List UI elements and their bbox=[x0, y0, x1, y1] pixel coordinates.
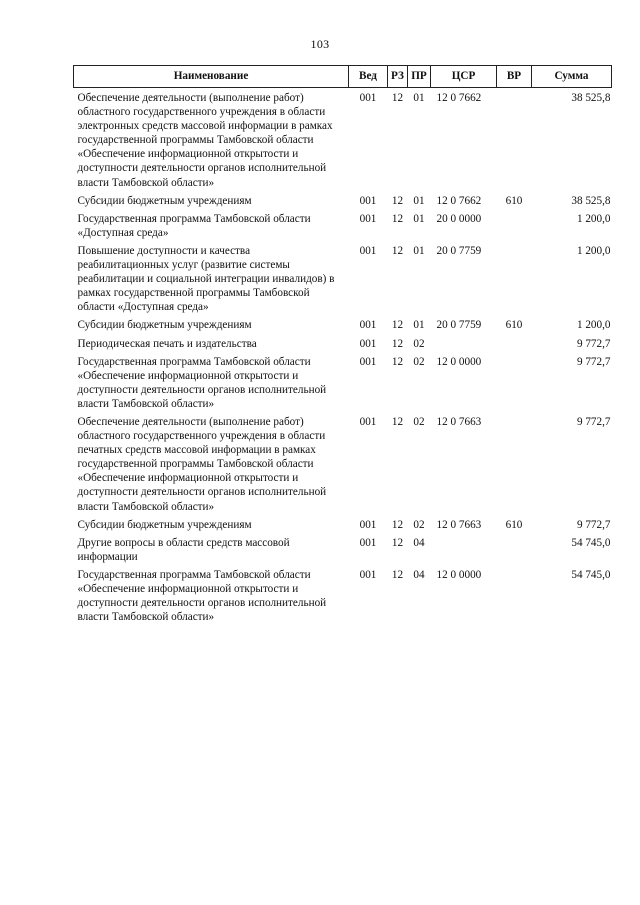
cell-vr bbox=[497, 335, 532, 353]
cell-ved: 001 bbox=[359, 355, 377, 368]
cell-rz: 12 bbox=[391, 212, 404, 225]
cell-vr bbox=[497, 534, 532, 566]
cell-sum: 54 745,0 bbox=[571, 568, 611, 581]
header-sum: Сумма bbox=[532, 66, 612, 88]
cell-name: Субсидии бюджетным учреждениям bbox=[77, 518, 252, 531]
cell-vr bbox=[497, 566, 532, 626]
table-row bbox=[74, 516, 612, 534]
table-row bbox=[74, 192, 612, 210]
cell-ved: 001 bbox=[359, 536, 377, 549]
cell-sum: 1 200,0 bbox=[576, 319, 611, 332]
cell-sum: 1 200,0 bbox=[576, 212, 611, 225]
cell-sum: 38 525,8 bbox=[571, 194, 611, 207]
cell-name: Государственная программа Тамбовской области «Доступная среда» bbox=[77, 212, 311, 239]
cell-pr: 02 bbox=[413, 415, 425, 428]
cell-csr: 20 0 7759 bbox=[436, 244, 482, 257]
cell-pr: 04 bbox=[413, 568, 425, 581]
cell-name: Государственная программа Тамбовской области «Обеспечение информационной открытости и доступности деятельности органов исполнительной власти Тамбовской области» bbox=[77, 568, 327, 624]
table-row bbox=[74, 210, 612, 242]
cell-rz: 12 bbox=[391, 194, 404, 207]
cell-sum: 9 772,7 bbox=[576, 337, 611, 350]
cell-csr: 12 0 7663 bbox=[436, 415, 482, 428]
cell-ved: 001 bbox=[359, 337, 377, 350]
cell-vr bbox=[497, 210, 532, 242]
cell-rz: 12 bbox=[391, 355, 404, 368]
cell-name: Повышение доступности и качества реабилитационных услуг (развитие системы реабилитации и социальной интеграции инвалидов) в рамках государственной программы Тамбовской области «Доступная среда» bbox=[77, 244, 335, 314]
cell-name: Субсидии бюджетным учреждениям bbox=[77, 194, 252, 207]
budget-table bbox=[73, 65, 612, 626]
cell-ved: 001 bbox=[359, 244, 377, 257]
cell-csr bbox=[431, 335, 497, 353]
cell-vr: 610 bbox=[505, 518, 523, 531]
cell-pr: 01 bbox=[413, 212, 425, 225]
cell-pr: 01 bbox=[413, 194, 425, 207]
cell-csr: 12 0 7662 bbox=[436, 194, 482, 207]
cell-sum: 38 525,8 bbox=[571, 92, 611, 104]
cell-vr bbox=[497, 242, 532, 316]
cell-pr: 04 bbox=[413, 536, 425, 549]
cell-rz: 12 bbox=[391, 92, 404, 104]
cell-sum: 54 745,0 bbox=[571, 536, 611, 549]
table-header bbox=[74, 66, 612, 88]
cell-name: Периодическая печать и издательства bbox=[77, 337, 257, 350]
cell-sum: 1 200,0 bbox=[576, 244, 611, 257]
header-csr: ЦСР bbox=[431, 66, 497, 88]
cell-ved: 001 bbox=[359, 568, 377, 581]
cell-rz: 12 bbox=[391, 518, 404, 531]
cell-rz: 12 bbox=[391, 536, 404, 549]
cell-ved: 001 bbox=[359, 415, 377, 428]
cell-pr: 02 bbox=[413, 355, 425, 368]
cell-rz: 12 bbox=[391, 244, 404, 257]
table-row bbox=[74, 335, 612, 353]
cell-vr bbox=[497, 88, 532, 192]
page-number: 103 bbox=[310, 37, 330, 51]
cell-ved: 001 bbox=[359, 212, 377, 225]
cell-csr: 12 0 7662 bbox=[436, 92, 482, 104]
header-vr: ВР bbox=[497, 66, 532, 88]
table-body bbox=[74, 88, 612, 627]
cell-ved: 001 bbox=[359, 194, 377, 207]
cell-vr: 610 bbox=[505, 194, 523, 207]
cell-rz: 12 bbox=[391, 337, 404, 350]
cell-csr: 20 0 0000 bbox=[436, 212, 482, 225]
cell-sum: 9 772,7 bbox=[576, 415, 611, 428]
cell-name: Обеспечение деятельности (выполнение работ) областного государственного учреждения в области печатных средств массовой информации в рамках государственной программы Тамбовской области «Обеспечение информационной открытости и доступности деятельности органов исполнительной власти Тамбовской области» bbox=[77, 415, 327, 513]
table-row bbox=[74, 242, 612, 316]
header-pr: ПР bbox=[408, 66, 431, 88]
header-rz: РЗ bbox=[388, 66, 408, 88]
cell-rz: 12 bbox=[391, 319, 404, 332]
cell-name: Государственная программа Тамбовской области «Обеспечение информационной открытости и доступности деятельности органов исполнительной власти Тамбовской области» bbox=[77, 355, 327, 410]
cell-vr: 610 bbox=[505, 319, 523, 332]
cell-rz: 12 bbox=[391, 415, 404, 428]
table-row bbox=[74, 566, 612, 626]
cell-vr bbox=[497, 353, 532, 413]
cell-csr bbox=[431, 534, 497, 566]
cell-pr: 02 bbox=[413, 518, 425, 531]
cell-pr: 01 bbox=[413, 244, 425, 257]
cell-pr: 01 bbox=[413, 319, 425, 332]
cell-ved: 001 bbox=[359, 319, 377, 332]
table-row bbox=[74, 316, 612, 334]
cell-name: Обеспечение деятельности (выполнение работ) областного государственного учреждения в области электронных средств массовой информации в рамках государственной программы Тамбовской области «Обеспечение информационной открытости и доступности деятельности органов исполнительной власти Тамбовской области» bbox=[77, 92, 333, 189]
cell-ved: 001 bbox=[359, 518, 377, 531]
cell-pr: 02 bbox=[413, 337, 425, 350]
table-row bbox=[74, 413, 612, 516]
table-row bbox=[74, 534, 612, 566]
header-ved: Вед bbox=[349, 66, 388, 88]
header-row bbox=[74, 66, 612, 88]
cell-csr: 12 0 0000 bbox=[436, 355, 482, 368]
cell-sum: 9 772,7 bbox=[576, 355, 611, 368]
header-name: Наименование bbox=[74, 66, 349, 88]
cell-sum: 9 772,7 bbox=[576, 518, 611, 531]
cell-csr: 20 0 7759 bbox=[436, 319, 482, 332]
cell-pr: 01 bbox=[413, 92, 425, 104]
cell-csr: 12 0 0000 bbox=[436, 568, 482, 581]
cell-name: Другие вопросы в области средств массовой информации bbox=[77, 536, 290, 563]
cell-name: Субсидии бюджетным учреждениям bbox=[77, 319, 252, 332]
cell-ved: 001 bbox=[359, 92, 377, 104]
cell-rz: 12 bbox=[391, 568, 404, 581]
table-row bbox=[74, 88, 612, 192]
table-row bbox=[74, 353, 612, 413]
cell-csr: 12 0 7663 bbox=[436, 518, 482, 531]
cell-vr bbox=[497, 413, 532, 516]
